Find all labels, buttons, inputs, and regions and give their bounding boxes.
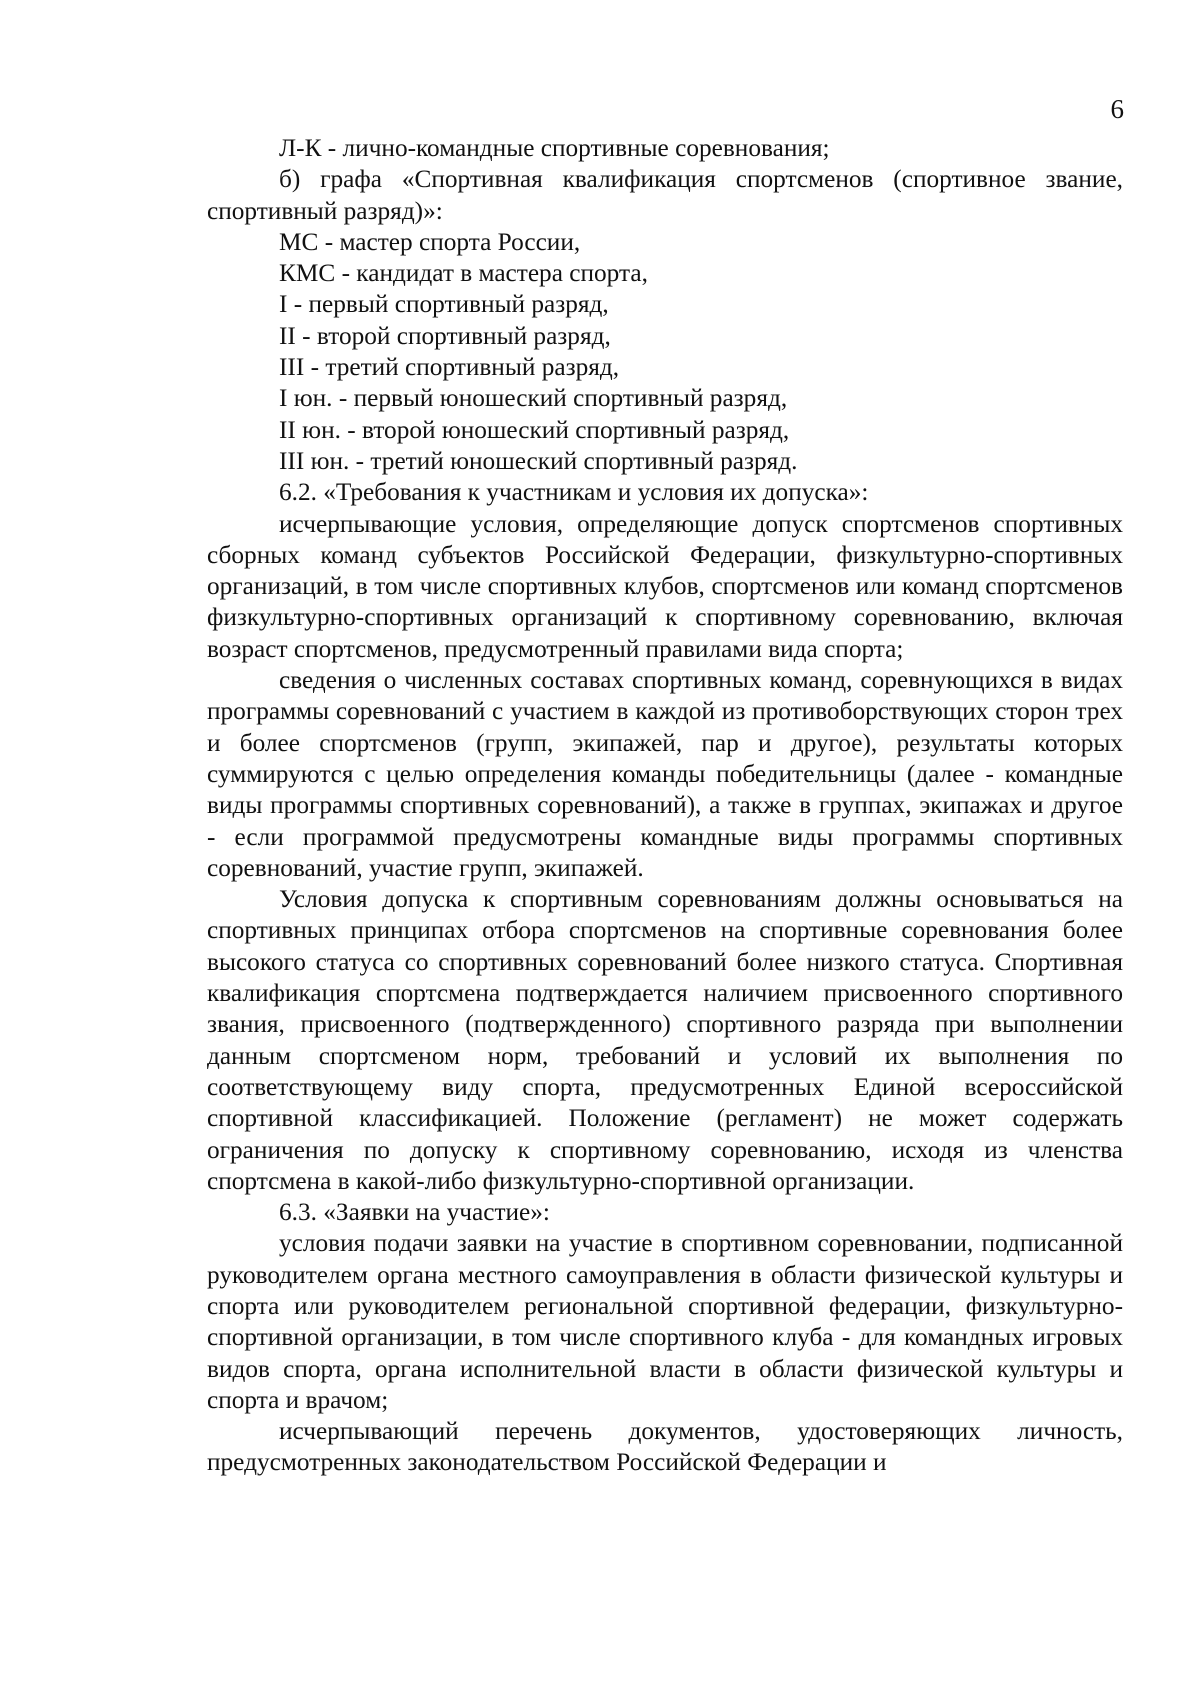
qualification-list	[207, 227, 1123, 477]
paragraph-admission-conditions: исчерпывающие условия, определяющие допуск спортсменов спортивных сборных команд субъектов Российской Федерации, физкультурно-спортивных организаций, в том числе спортивных клубов, спортсменов или команд спортсменов физкультурно-спортивных организаций к спортивному соревнованию, включая возраст спортсменов, предусмотренный правилами вида спорта;	[207, 509, 1123, 663]
list-item: КМС - кандидат в мастера спорта,	[279, 259, 648, 288]
list-item: МС - мастер спорта России,	[279, 227, 581, 256]
list-item: I - первый спортивный разряд,	[279, 290, 609, 319]
list-item: I юн. - первый юношеский спортивный разряд,	[279, 384, 788, 413]
document-body	[207, 133, 1123, 1479]
section-heading-6-2: 6.2. «Требования к участникам и условия их допуска»:	[279, 478, 869, 507]
paragraph-admission-principles: Условия допуска к спортивным соревнованиям должны основываться на спортивных принципах отбора спортсменов на спортивные соревнования более высокого статуса со спортивных соревнований более низкого статуса. Спортивная квалификация спортсмена подтверждается наличием присвоенного спортивного звания, присвоенного (подтвержденного) спортивного разряда при выполнении данным спортсменом норм, требований и условий их выполнения по соответствующему виду спорта, предусмотренных Единой всероссийской спортивной классификацией. Положение (регламент) не может содержать ограничения по допуску к спортивному соревнованию, исходя из членства спортсмена в какой-либо физкультурно-спортивной организации.	[207, 885, 1123, 1195]
section-heading-6-3: 6.3. «Заявки на участие»:	[279, 1198, 550, 1227]
paragraph-team-type-code: Л-К - лично-командные спортивные соревнования;	[279, 134, 830, 162]
page-number: 6	[1110, 94, 1124, 124]
paragraph-team-composition: сведения о численных составах спортивных команд, соревнующихся в видах программы соревнований с участием в каждой из противоборствующих сторон трех и более спортсменов (групп, экипажей, пар и другое), результаты которых суммируются с целью определения команды победительницы (далее - командные виды программы спортивных соревнований), а также в группах, экипажах и другое - если программой предусмотрены командные виды программы спортивных соревнований, участие групп, экипажей.	[207, 666, 1123, 882]
list-item: II юн. - второй юношеский спортивный разряд,	[279, 415, 790, 444]
paragraph-application-conditions: условия подачи заявки на участие в спортивном соревновании, подписанной руководителем органа местного самоуправления в области физической культуры и спорта или руководителем региональной спортивной федерации, физкультурно-спортивной организации, в том числе спортивного клуба - для командных игровых видов спорта, органа исполнительной власти в области физической культуры и спорта и врачом;	[207, 1229, 1123, 1414]
paragraph-identity-documents: исчерпывающий перечень документов, удостоверяющих личность, предусмотренных законодательством Российской Федерации и	[207, 1417, 1123, 1477]
list-item: III юн. - третий юношеский спортивный разряд.	[279, 446, 798, 475]
list-item: II - второй спортивный разряд,	[279, 321, 611, 350]
paragraph-qualification-column: б) графа «Спортивная квалификация спортсменов (спортивное звание, спортивный разряд)»:	[207, 165, 1123, 225]
list-item: III - третий спортивный разряд,	[279, 353, 620, 382]
